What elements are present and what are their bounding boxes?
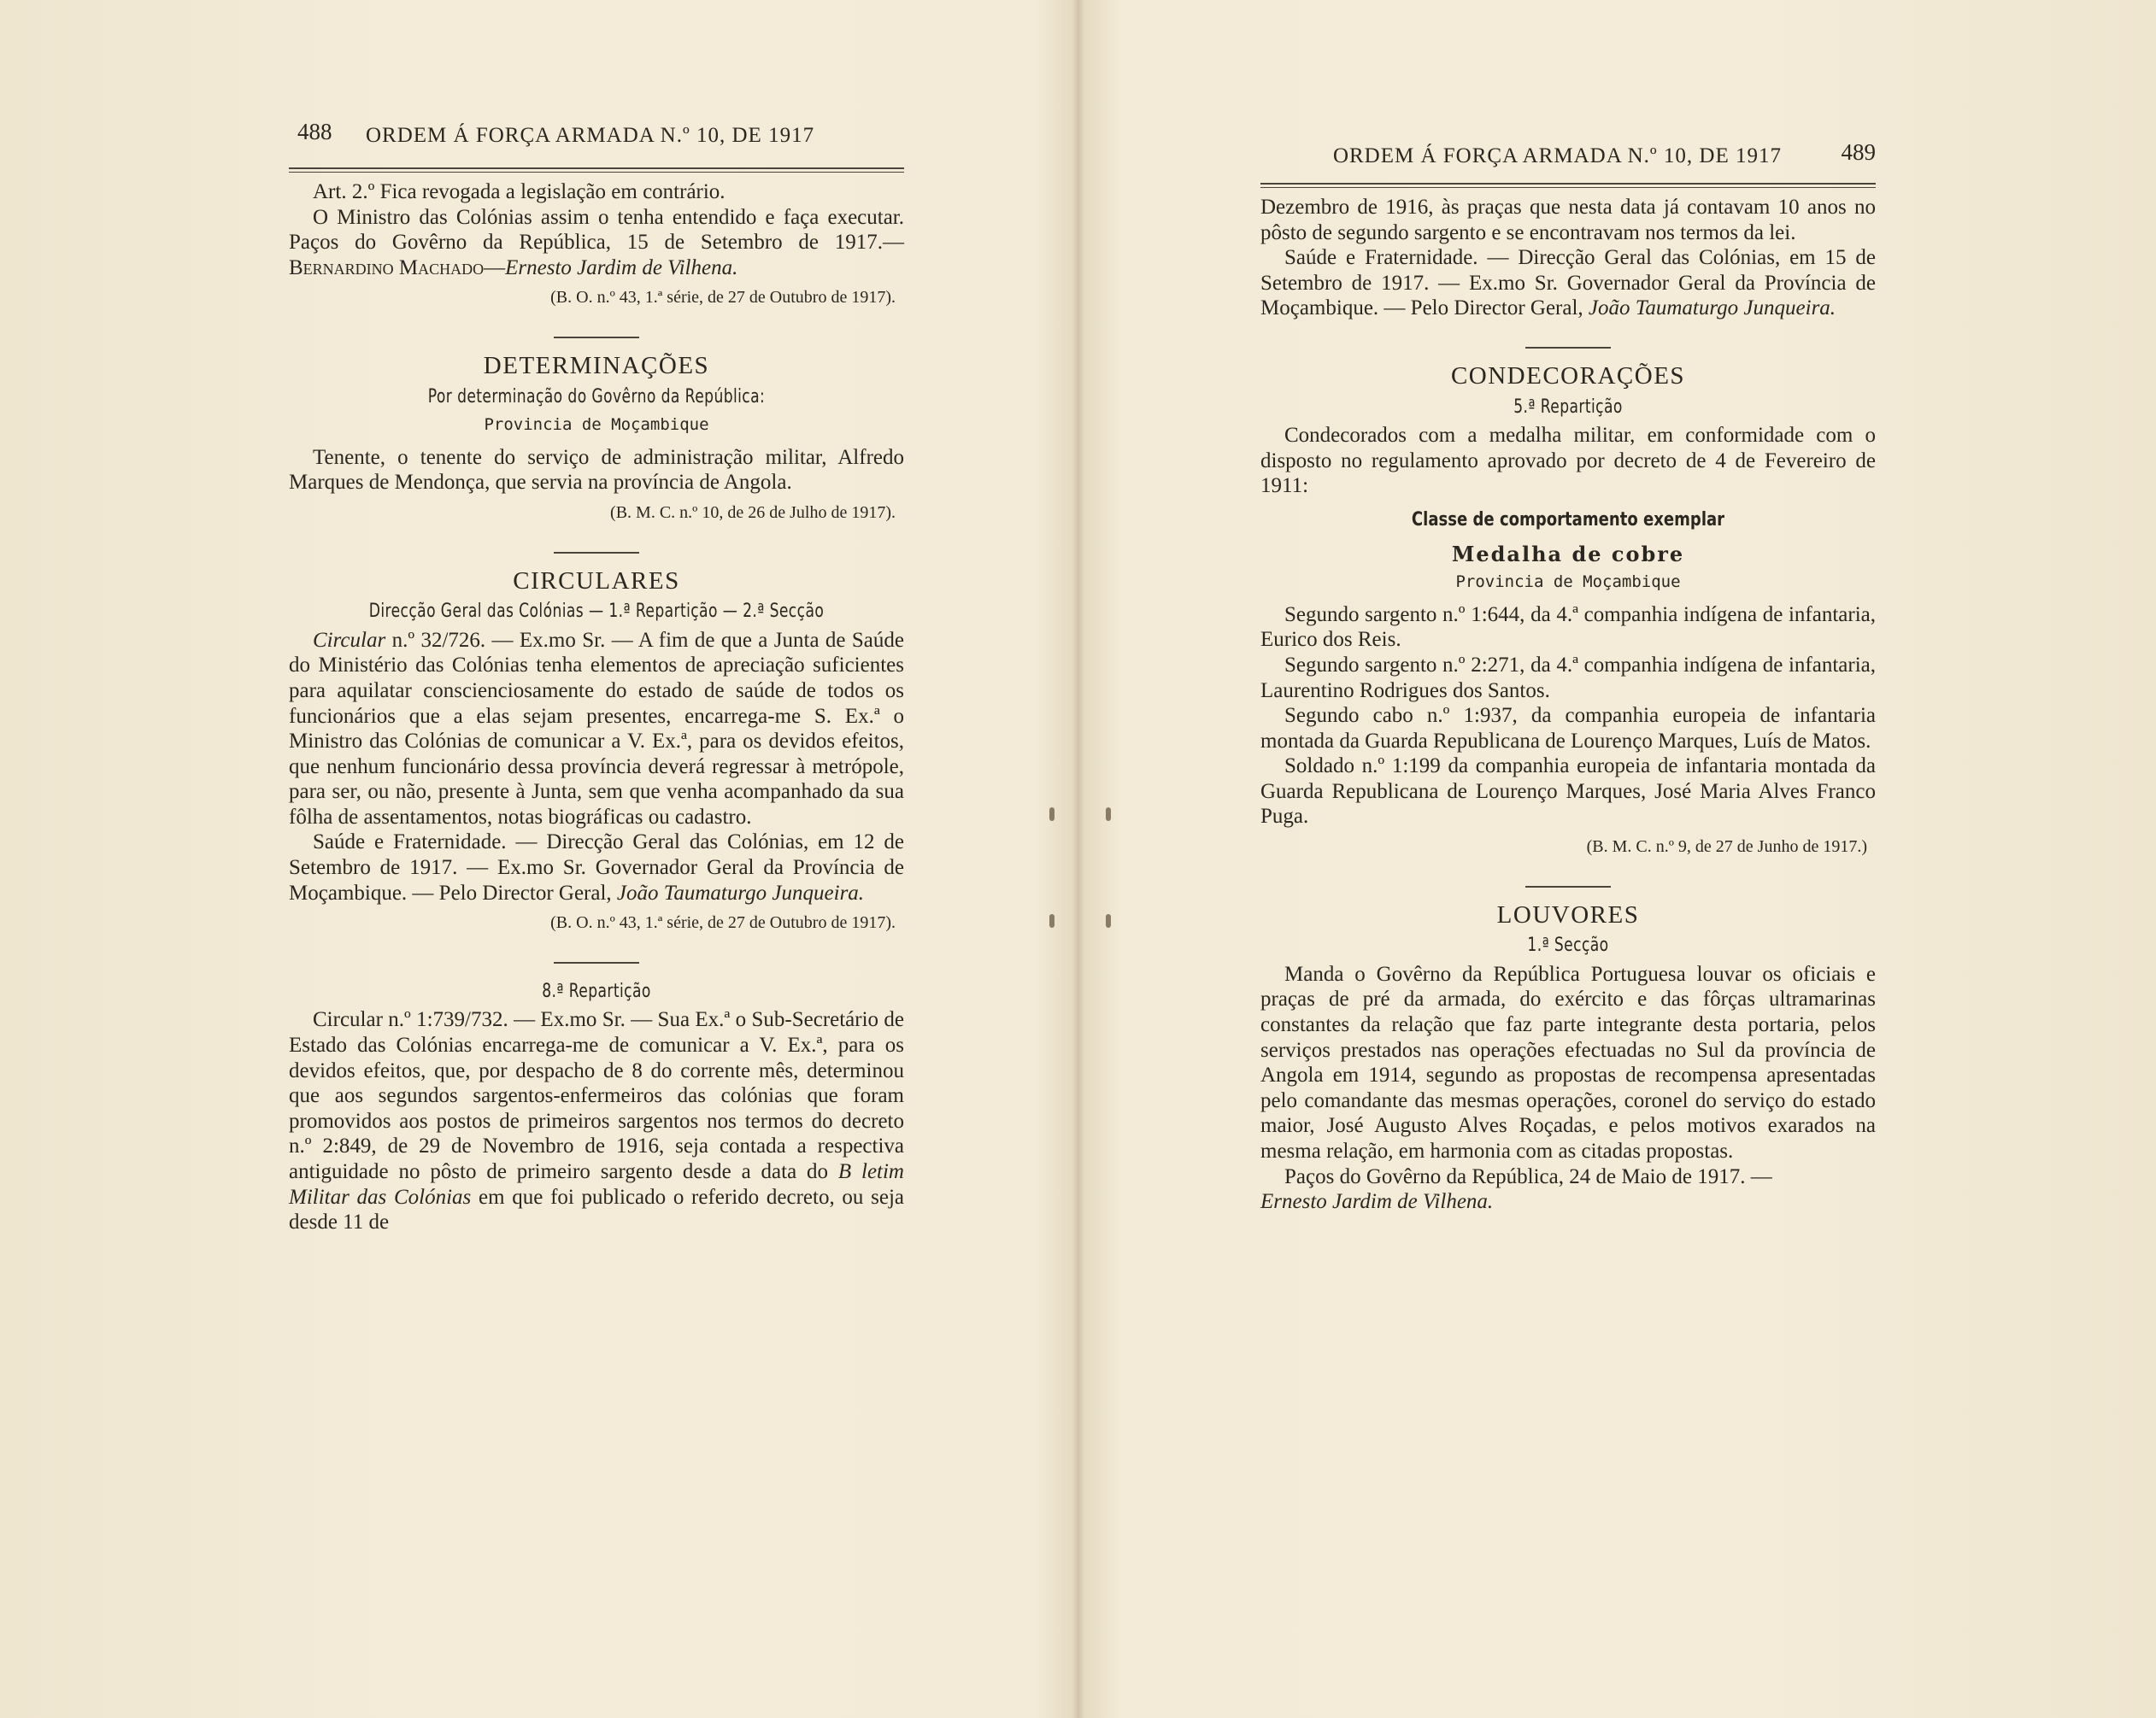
- left-page: [289, 120, 904, 1235]
- section-title-determinacoes: DETERMINAÇÕES: [483, 351, 710, 379]
- list-item: Soldado n.º 1:199 da companhia europeia de infantaria montada da Guarda Republicana de Lourenço Marques, José Maria Alves Franco Puga.: [1260, 754, 1876, 829]
- running-head: ORDEM Á FORÇA ARMADA N.º 10, DE 1917: [366, 124, 815, 147]
- province-heading: Provincia de Moçambique: [1455, 572, 1681, 592]
- praise-signature: Ernesto Jardim de Vilhena.: [1260, 1190, 1494, 1214]
- section-title-condecoracoes: CONDECORAÇÕES: [1450, 361, 1686, 390]
- condecoration-intro: Condecorados com a medalha militar, em conformidade com o disposto no regulamento aprovado por decreto de 4 de Fevereiro de 1911:: [1260, 424, 1876, 498]
- section-rule: [554, 337, 639, 338]
- header-rule: [289, 167, 904, 173]
- praise-closing: Paços do Govêrno da República, 24 de Maio de 1917. —: [1284, 1164, 1772, 1188]
- medal-heading: Medalha de cobre: [1451, 541, 1685, 566]
- right-page: [1260, 120, 1876, 1215]
- list-item: Segundo sargento n.º 2:271, da 4.ª companhia indígena de infantaria, Laurentino Rodrigues dos Santos.: [1260, 653, 1876, 702]
- circular-paragraph: Circular n.º 32/726. — Ex.mo Sr. — A fim de que a Junta de Saúde do Ministério das Colónias tenha elementos de apreciação suficientes para aquilatar conscienciosamente do estado de saúde de todos os funcionários que a elas sejam presentes, encarrega-me S. Ex.ª o Ministro das Colónias de comunicar a V. Ex.ª, para os devidos efeitos, que nenhum funcionário dessa província deverá regressar à metrópole, para ser, ou não, presente à Junta, sem que venha acompanhado da sua fôlha de assentamentos, notas biográficas ou cadastro.: [289, 628, 904, 829]
- right-page-header: [1260, 120, 1876, 167]
- source-citation: (B. O. n.º 43, 1.ª série, de 27 de Outubro de 1917).: [550, 288, 896, 308]
- list-item: Segundo sargento n.º 1:644, da 4.ª companhia indígena de infantaria, Eurico dos Reis.: [1260, 602, 1876, 652]
- running-head: ORDEM Á FORÇA ARMADA N.º 10, DE 1917: [1332, 144, 1782, 167]
- section-subtitle: 1.ª Secção: [1527, 935, 1609, 957]
- page-number: 489: [1841, 139, 1876, 165]
- section-rule: [1525, 347, 1611, 349]
- section-rule: [554, 552, 639, 554]
- decree-paragraph: O Ministro das Colónias assim o tenha entendido e faça executar. Paços do Govêrno da República, 15 de Setembro de 1917.—Bernardino Machado—Ernesto Jardim de Vilhena.: [289, 205, 904, 279]
- section-rule: [1525, 886, 1611, 888]
- binding-hole: [1106, 807, 1111, 821]
- list-item: Segundo cabo n.º 1:937, da companhia europeia de infantaria montada da Guarda Republicana de Lourenço Marques, Luís de Matos.: [1260, 704, 1876, 753]
- header-rule: [1260, 183, 1876, 188]
- continuation-closing: Saúde e Fraternidade. — Direcção Geral das Colónias, em 15 de Setembro de 1917. — Ex.mo Sr. Governador Geral da Província de Moçambique. — Pelo Director Geral, João Taumaturgo Junqueira.: [1260, 246, 1876, 320]
- province-heading: Provincia de Moçambique: [484, 415, 709, 435]
- section-rule: [554, 962, 639, 964]
- source-citation: (B. O. n.º 43, 1.ª série, de 27 de Outubro de 1917).: [550, 913, 896, 933]
- section-subtitle-8-reparticao: 8.ª Repartição: [542, 980, 651, 1002]
- determination-paragraph: Tenente, o tenente do serviço de administração militar, Alfredo Marques de Mendonça, que servia na província de Angola.: [289, 445, 904, 495]
- class-heading: Classe de comportamento exemplar: [1411, 508, 1725, 531]
- section-subtitle: 5.ª Repartição: [1513, 396, 1623, 418]
- binding-hole: [1106, 914, 1111, 928]
- section-title-louvores: LOUVORES: [1496, 900, 1640, 929]
- section-subtitle: Por determinação do Govêrno da República:: [427, 385, 766, 408]
- signature-italic: Ernesto Jardim de Vilhena.: [505, 255, 738, 279]
- signature-italic: João Taumaturgo Junqueira.: [616, 881, 865, 905]
- signature: Bernardino Machado: [289, 255, 485, 279]
- article-paragraph: Art. 2.º Fica revogada a legislação em contrário.: [313, 180, 726, 203]
- book-fold: [1072, 0, 1084, 1718]
- signature-italic: João Taumaturgo Junqueira.: [1588, 296, 1836, 320]
- circular-paragraph: Circular n.º 1:739/732. — Ex.mo Sr. — Sua Ex.ª o Sub-Secretário de Estado das Colónias encarrega-me de comunicar a V. Ex.ª, para os devidos efeitos, que, por despacho de 8 do corrente mês, determinou que aos segundos sargentos-enfermeiros das colónias que foram promovidos aos postos de primeiros sargentos nos termos do decreto n.º 2:849, de 29 de Novembro de 1916, seja contada a respectiva antiguidade no pôsto de primeiro sargento desde a data do B letim Militar das Colónias em que foi publicado o referido decreto, ou seja desde 11 de: [289, 1008, 904, 1234]
- praise-paragraph: Manda o Govêrno da República Portuguesa louvar os oficiais e praças de pré da armada, do exército e das fôrças ultramarinas constantes da relação que faz parte integrante desta portaria, pelos serviços prestados nas operações efectuadas no Sul da província de Angola em 1914, segundo as propostas de recompensa apresentadas pelo comandante das mesmas operações, coronel do serviço do estado maior, José Augusto Alves Roçadas, e pelos motivos exarados na mesma relação, em harmonia com as citadas propostas.: [1260, 962, 1876, 1163]
- left-page-header: [289, 120, 904, 155]
- source-citation: (B. M. C. n.º 9, de 27 de Junho de 1917.): [1586, 837, 1867, 857]
- section-title-circulares: CIRCULARES: [513, 566, 680, 595]
- circular-closing: Saúde e Fraternidade. — Direcção Geral das Colónias, em 12 de Setembro de 1917. — Ex.mo Sr. Governador Geral da Província de Moçambique. — Pelo Director Geral, João Taumaturgo Junqueira.: [289, 830, 904, 905]
- continuation-paragraph: Dezembro de 1916, às praças que nesta data já contavam 10 anos no pôsto de segundo sargento e se encontravam nos termos da lei.: [1260, 196, 1876, 244]
- binding-hole: [1049, 914, 1055, 928]
- source-citation: (B. M. C. n.º 10, de 26 de Julho de 1917).: [610, 502, 896, 522]
- binding-hole: [1049, 807, 1055, 821]
- page-number: 488: [297, 119, 332, 144]
- section-subtitle: Direcção Geral das Colónias — 1.ª Repartição — 2.ª Secção: [368, 601, 825, 623]
